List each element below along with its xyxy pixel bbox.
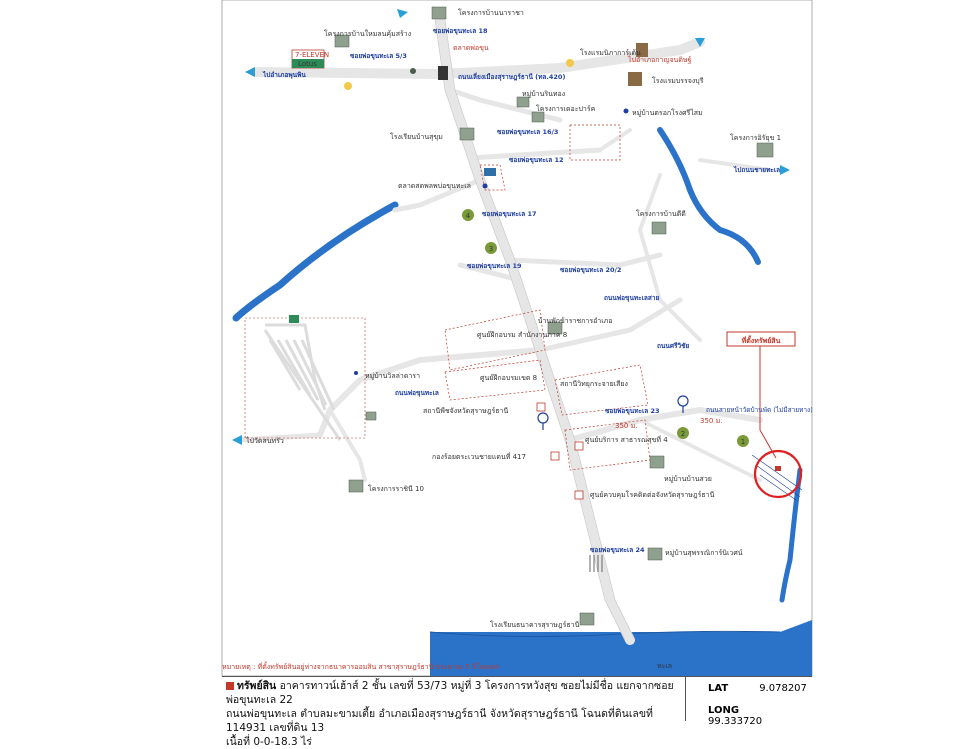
label-to-right: ไปอำเภอกาญจนดิษฐ์ bbox=[628, 56, 692, 64]
marker-1-label: 1 bbox=[740, 438, 746, 446]
footer-line-1: อาคารทาวน์เฮ้าส์ 2 ชั้น เลขที่ 53/73 หมู่ที่ 3 โครงการหวังสุข ซอยไม่มีชื่อ แยกจากซอยพ่อขุนทะเล 22 bbox=[226, 680, 674, 706]
label-center-a: ศูนย์ฝึกอบรม สำนักงานภาค 8 bbox=[477, 331, 568, 339]
label-road-b: ถนนศรีวิชัย bbox=[657, 342, 690, 350]
label-project-noi: โครงการบ้านใหมลนคุ้มสร้าง bbox=[324, 30, 412, 38]
label-soi-20: ซอยพ่อขุนทะเล 20/2 bbox=[560, 266, 622, 274]
gas-icon bbox=[410, 68, 416, 74]
label-govt-office: บ้านพักข้าราชการอำเภอ bbox=[538, 317, 613, 325]
label-project-mid-right: โครงการบ้านดีดี bbox=[636, 210, 686, 218]
label-lotus-brand: Lotus bbox=[298, 60, 317, 68]
label-soi-18: ซอยพ่อขุนทะเล 18 bbox=[433, 27, 488, 35]
traffic-light-icon bbox=[438, 66, 448, 80]
market-icon bbox=[484, 168, 496, 176]
property-title: ที่ตั้งทรัพย์สิน bbox=[741, 337, 781, 345]
label-school-top-right: โรงแรมบรรจงบุรี bbox=[652, 77, 704, 85]
property-swatch bbox=[226, 682, 234, 690]
marker-4 bbox=[462, 209, 474, 221]
label-village-c: หมู่บ้านตรอกโรงศรีไสม bbox=[632, 109, 703, 117]
park-icon bbox=[289, 315, 299, 323]
coordinates-box bbox=[688, 677, 812, 727]
label-soi-16-3: ซอยพ่อขุนทะเล 16/3 bbox=[497, 128, 559, 136]
marker-3 bbox=[485, 242, 497, 254]
label-to-right-road: ไปถนนชายทะเล bbox=[734, 166, 781, 174]
label-military: กองร้อยตระเวนชายแดนที่ 417 bbox=[432, 453, 526, 461]
long-value: 99.333720 bbox=[708, 716, 763, 727]
label-center-b: ศูนย์ฝึกอบรมเขต 8 bbox=[480, 374, 538, 382]
marker-1 bbox=[737, 435, 749, 447]
marker-2-label: 2 bbox=[680, 430, 686, 438]
label-market: ตลาดพ่อขุน bbox=[453, 44, 489, 52]
label-dist-350b: 350 ม. bbox=[700, 417, 723, 425]
label-road-right: ถนนสายหน้าวัดบ้านพัด (ไม่มีสายทาง) bbox=[706, 406, 813, 414]
label-village-left: หมู่บ้านวิลล่าดารา bbox=[365, 372, 420, 380]
marker-3-label: 3 bbox=[488, 245, 494, 253]
label-sea: ทะเล bbox=[657, 662, 673, 670]
footer-line-3: เนื้อที่ 0-0-18.3 ไร่ bbox=[226, 736, 312, 748]
label-village-a: หมู่บ้านรินทอง bbox=[522, 90, 566, 98]
long-row bbox=[708, 705, 812, 727]
label-service-center: ศูนย์บริการ สาธารณสุขที่ 4 bbox=[585, 436, 668, 444]
label-tech-college: โรงแรมนิภาการ์เด้น bbox=[580, 49, 641, 57]
label-soi-23: ซอยพ่อขุนทะเล 23 bbox=[605, 407, 660, 415]
lat-label: LAT bbox=[708, 683, 729, 694]
long-label: LONG bbox=[708, 705, 740, 716]
label-project-bottom-left: โครงการราชินี 10 bbox=[368, 485, 424, 493]
label-school-left: โรงเรียนบ้านสุขุม bbox=[390, 133, 443, 141]
label-road-pkt: ถนนพ่อขุนทะเล bbox=[395, 389, 439, 397]
label-province-school: สถานีพืชจังหวัดสุราษฎร์ธานี bbox=[423, 407, 509, 415]
label-school-bottom: โรงเรียนธนาคารสุราษฎร์ธานี bbox=[490, 621, 580, 629]
marker-2 bbox=[677, 427, 689, 439]
label-project-banna: โครงการบ้านนาราชา bbox=[458, 9, 524, 17]
label-village-b: โครงการเดอะปาร์ค bbox=[536, 105, 596, 113]
label-soi-19: ซอยพ่อขุนทะเล 19 bbox=[467, 262, 522, 270]
footer-line-2: ถนนพ่อขุนทะเล ตำบลมะขามเตี้ย อำเภอเมืองสุราษฎร์ธานี จังหวัดสุราษฎร์ธานี โฉนดที่ดินเลขที่ 114931 เลขที่ดิน 13 bbox=[226, 708, 653, 734]
label-radio-station: สถานีวิทยุกระจายเสียง bbox=[560, 380, 628, 388]
label-soi-12: ซอยพ่อขุนทะเล 12 bbox=[509, 156, 564, 164]
label-to-bottom-left: ไปวัดสนทรัว bbox=[246, 437, 284, 445]
footer bbox=[222, 676, 812, 748]
label-main-road: ถนนเลี่ยงเมืองสุราษฎร์ธานี (ทล.420) bbox=[458, 73, 566, 81]
label-to-left: ไปอำเภอพุนพิน bbox=[263, 71, 306, 79]
label-road-a: ถนนพ่อขุนทะเลสาย bbox=[604, 294, 660, 302]
footer-heading: ทรัพย์สิน bbox=[237, 680, 277, 692]
property-description bbox=[222, 677, 686, 748]
label-market-mid: ตลาดสดพลพบ่อขุนทะเล bbox=[398, 182, 471, 190]
label-project-right: โครงการอิรัยุข 1 bbox=[730, 134, 782, 142]
label-lotus-price: 7-ELEVEN bbox=[295, 51, 330, 59]
label-soi-24: ซอยพ่อขุนทะเล 24 bbox=[590, 546, 645, 554]
lat-row bbox=[708, 683, 807, 694]
label-soi-17: ซอยพ่อขุนทะเล 17 bbox=[482, 210, 537, 218]
label-village-bottom: หมู่บ้านสุพรรณิการ์นิเวศน์ bbox=[665, 549, 743, 557]
shell-icon-right bbox=[566, 59, 574, 67]
label-dist-350a: 350 ม. bbox=[615, 422, 638, 430]
label-health-center: ศูนย์ควบคุมโรคติดต่อจังหวัดสุราษฎร์ธานี bbox=[590, 491, 715, 499]
label-soi-5-3: ซอยพ่อขุนทะเล 5/3 bbox=[350, 52, 407, 60]
marker-4-label: 4 bbox=[465, 212, 471, 220]
lat-value: 9.078207 bbox=[759, 683, 807, 694]
bank-note: หมายเหตุ : ที่ตั้งทรัพย์สินอยู่ห่างจากธนาคารออมสิน สาขาสุราษฎร์ธานี ประมาณ 5 กิโลเมตร bbox=[222, 663, 500, 671]
shell-icon-left bbox=[344, 82, 352, 90]
label-village-bottom-right: หมู่บ้านบ้านสวย bbox=[664, 475, 712, 483]
